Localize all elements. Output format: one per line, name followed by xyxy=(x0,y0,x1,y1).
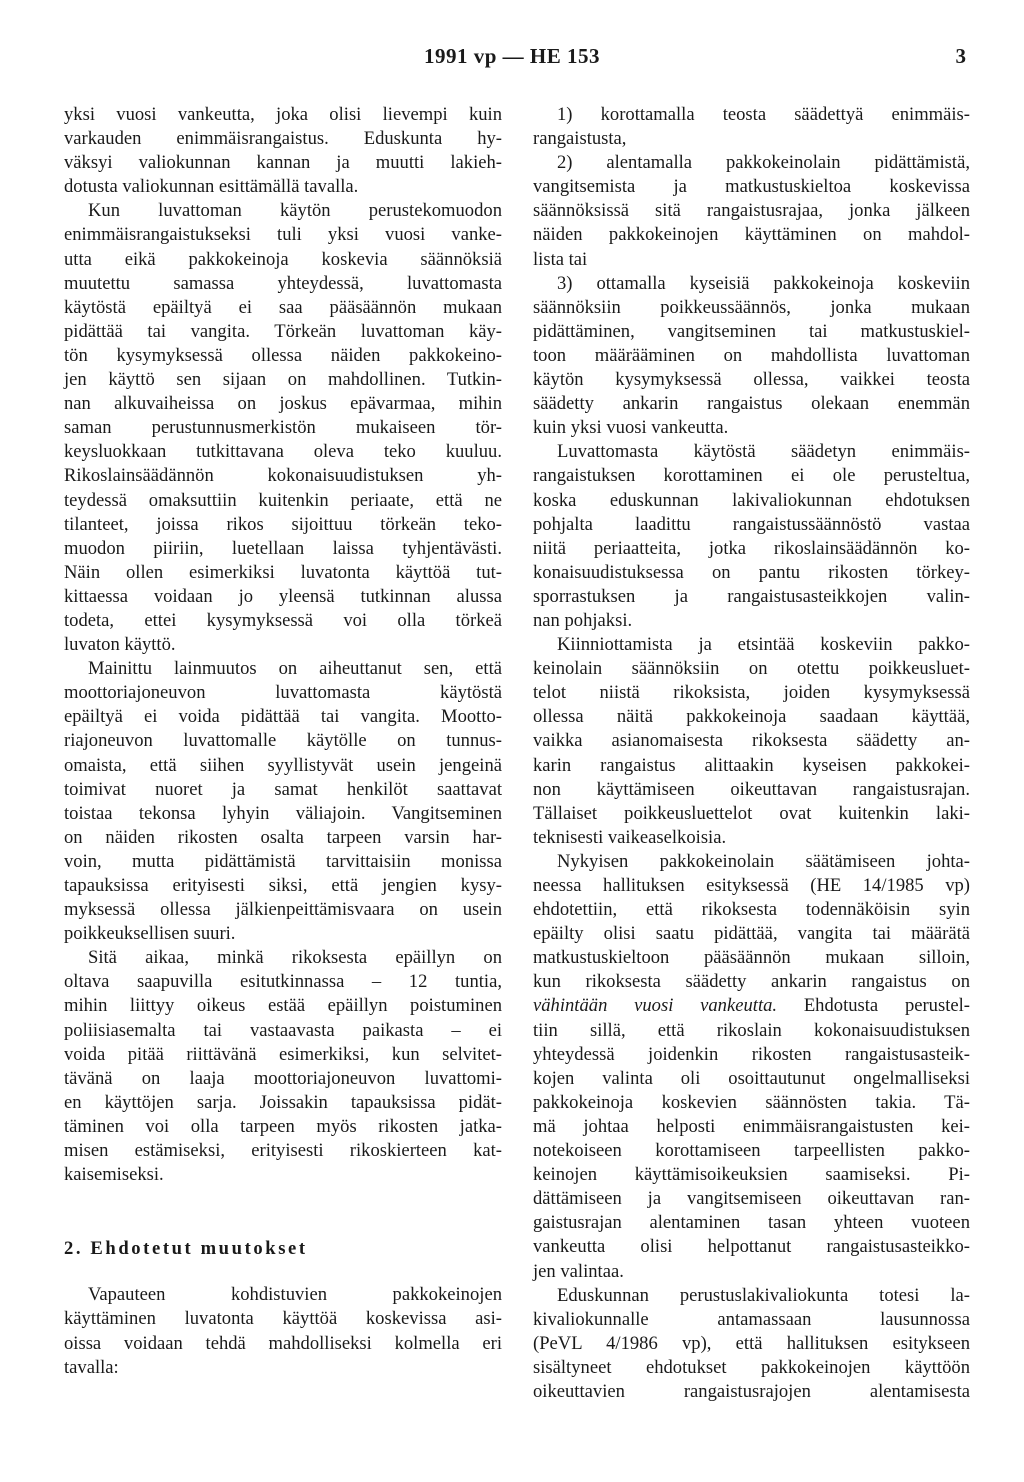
text-line xyxy=(533,994,970,1018)
text-line: omaista, että siihen syyllistyvät usein jengeinä xyxy=(64,754,502,776)
text-line: nan pohjaksi. xyxy=(533,609,633,631)
text-line: enimmäisrangaistukseksi tuli yksi vuosi vanke- xyxy=(64,224,502,246)
text-line: telot niistä rikoksista, joiden kysymyksessä xyxy=(533,682,970,704)
text-line: riajoneuvon luvattomalle käytölle on tunnus- xyxy=(64,730,502,752)
list-item xyxy=(533,103,970,151)
text-line: tilanteet, joissa rikos sijoittuu törkeän teko- xyxy=(64,513,502,535)
text-line: epäiltyä ei voida pidättää tai vangita. Mootto- xyxy=(64,706,502,728)
text-line: käytön kysymyksessä ollessa, vaikkei teosta xyxy=(533,369,970,391)
text-line: muutettu samassa yhteydessä, luvattomasta xyxy=(64,272,502,294)
text-line: poliisiasemalta tai vastaavasta paikasta – ei xyxy=(64,1019,502,1041)
text-line: näiden pakkokeinojen käyttäminen on mahdol- xyxy=(533,224,970,246)
text-span: Ehdotusta perustel- xyxy=(777,995,970,1017)
text-line: Näin ollen esimerkiksi luvatonta käyttöä tut- xyxy=(64,561,502,583)
text-line: keinolain säännöksiin on otettu poikkeusluet- xyxy=(533,658,970,680)
text-line: oissa voidaan tehdä mahdolliseksi kolmella eri xyxy=(64,1332,502,1354)
document-title: 1991 vp — HE 153 xyxy=(423,44,601,68)
text-line: Kun luvattoman käytön perustekomuodon xyxy=(88,200,502,222)
text-line: keinojen käyttämisoikeuksien saamiseksi. Pi- xyxy=(533,1164,970,1186)
text-line: ollessa näitä pakkokeinoja saadaan käyttää, xyxy=(533,706,970,728)
text-line: misen estämiseksi, erityisesti rikoskierteen kat- xyxy=(64,1140,502,1162)
text-line: sporrastuksen ja rangaistusasteikkojen valin- xyxy=(533,585,970,607)
text-line: kivaliokunnalle antamassaan lausunnossa xyxy=(533,1308,970,1330)
text-line: Luvattomasta käytöstä säädetyn enimmäis- xyxy=(557,441,970,463)
text-line: dotusta valiokunnan esittämällä tavalla. xyxy=(64,176,359,198)
paragraph xyxy=(533,440,970,633)
paragraph-part xyxy=(533,850,970,995)
page-number: 3 xyxy=(955,44,966,68)
text-line: myksessä ollessa jälkienpeittämisvaara on usein xyxy=(64,899,502,921)
text-line: utta eikä pakkokeinoja koskevia säännöksiä xyxy=(64,248,502,270)
text-line: jen valintaa. xyxy=(533,1260,624,1282)
text-line: tapauksissa erityisesti siksi, että jengien kysy- xyxy=(64,875,502,896)
text-line: Rikoslainsäädännön kokonaisuudistuksen yh- xyxy=(64,465,502,487)
text-line: toon määrääminen on mahdollista luvattoman xyxy=(533,344,970,366)
paragraph xyxy=(533,850,970,1284)
list-item xyxy=(533,272,970,441)
text-line: yksi vuosi vankeutta, joka olisi lievempi kuin xyxy=(64,104,502,125)
paragraph xyxy=(64,199,502,657)
text-line: kojen valinta oli osoittautunut ongelmalliseksi xyxy=(533,1067,970,1089)
text-line: jen käyttö sen sijaan on mahdollinen. Tutkin- xyxy=(64,369,502,391)
text-line: Vapauteen kohdistuvien pakkokeinojen xyxy=(88,1284,502,1306)
text-line: kun rikoksesta säädetty ankarin rangaistus on xyxy=(533,971,970,993)
text-line: oltava saapuvilla esitutkinnassa – 12 tuntia, xyxy=(64,971,502,993)
right-column xyxy=(533,103,970,1404)
text-line: vaikka asianomaisesta rikoksesta säädetty an- xyxy=(533,730,970,752)
text-line: täminen voi olla tarpeen myös rikosten jatka- xyxy=(64,1115,502,1137)
text-line: pidättää tai vangita. Törkeän luvattoman käy- xyxy=(64,320,502,342)
text-line: todeta, ettei kysymyksessä voi olla törkeä xyxy=(64,609,502,631)
text-line: pidättäminen, vangitseminen tai matkustuskiel- xyxy=(533,320,970,342)
text-line: kuin yksi vuosi vankeutta. xyxy=(533,417,729,439)
text-line: rangaistusta, xyxy=(533,128,627,150)
text-line: pohjalta laadittu rangaistussäännöstö vastaa xyxy=(533,513,970,535)
text-line: neessa hallituksen esityksessä (HE 14/1985 vp) xyxy=(533,875,970,896)
text-line: poikkeuksellisen suuri. xyxy=(64,923,236,945)
text-line: käytöstä epäiltyä ei saa pääsäännön mukaan xyxy=(64,296,502,318)
emphasis: vähintään vuosi vankeutta. xyxy=(533,995,778,1017)
text-line: Tällaiset poikkeusluettelot ovat kuitenkin laki- xyxy=(533,802,970,824)
text-line: kaisemiseksi. xyxy=(64,1164,164,1186)
text-line: tiin sillä, että rikoslain kokonaisuudistuksen xyxy=(533,1019,970,1041)
text-line: toimivat nuoret ja samat henkilöt saattavat xyxy=(64,778,502,800)
text-line: niitä periaatteita, jotka rikoslainsäädännön ko- xyxy=(533,537,970,559)
text-line: tävänä on laaja moottoriajoneuvon luvattomi- xyxy=(64,1067,502,1089)
section-heading: 2. Ehdotetut muutokset xyxy=(64,1238,308,1260)
text-line: yhteydessä joidenkin rikosten rangaistusasteik- xyxy=(533,1043,970,1065)
text-line: voida pitää riittävänä esimerkiksi, kun selvitet- xyxy=(64,1043,502,1065)
text-line: karin rangaistus alittaakin kyseisen pakkokei- xyxy=(533,754,970,776)
text-line: teknisesti vaikeaselkoisia. xyxy=(533,826,727,848)
paragraph xyxy=(533,1284,970,1404)
text-line: 1) korottamalla teosta säädettyä enimmäis- xyxy=(557,104,970,125)
text-line: ehdotettiin, että rikoksesta todennäköisin syin xyxy=(533,899,970,921)
text-line: vankeutta olisi helpottanut rangaistusasteikko- xyxy=(533,1236,970,1258)
text-line: nan alkuvaiheissa on joskus epävarmaa, mihin xyxy=(64,393,502,415)
text-line: Eduskunnan perustuslakivaliokunta totesi la- xyxy=(557,1284,970,1306)
text-line: Kiinniottamista ja etsintää koskeviin pakko- xyxy=(557,634,970,656)
paragraph xyxy=(64,103,502,199)
text-line: tavalla: xyxy=(64,1356,119,1378)
text-line: gaistusrajan alentaminen tasan yhteen vuoteen xyxy=(533,1212,970,1234)
text-line: non käyttämiseen oikeuttavan rangaistusrajan. xyxy=(533,778,970,800)
text-line: luvaton käyttö. xyxy=(64,634,176,656)
text-line: varkauden enimmäisrangaistus. Eduskunta hy- xyxy=(64,128,502,150)
text-line: Sitä aikaa, minkä rikoksesta epäillyn on xyxy=(88,947,502,969)
text-line: matkustuskieltoon pääsäännön mukaan silloin, xyxy=(533,947,970,969)
text-line: pakkokeinoja koskevien säännösten takia. Tä- xyxy=(533,1091,970,1113)
text-line: säännöksiin poikkeussäännös, jonka mukaan xyxy=(533,296,970,318)
text-line: dättämiseen ja vangitsemiseen oikeuttavan ran- xyxy=(533,1188,970,1210)
text-line: epäilty olisi saatu pidättää, vangita tai määrätä xyxy=(533,923,970,945)
text-line: rangaistuksen korottaminen ei ole perusteltua, xyxy=(533,465,970,487)
text-line: Mainittu lainmuutos on aiheuttanut sen, että xyxy=(88,658,502,680)
text-line: 3) ottamalla kyseisiä pakkokeinoja koskeviin xyxy=(557,272,970,294)
text-line: voin, mutta pidättämistä tarvittaisiin monissa xyxy=(64,850,502,872)
text-line: konaisuudistuksessa on pantu rikosten törkey- xyxy=(533,561,970,583)
text-line: väksyi valiokunnan kannan ja muutti lakieh- xyxy=(64,152,502,174)
page-header xyxy=(0,44,1024,76)
text-line: sisältyneet ehdotukset pakkokeinojen käyttöön xyxy=(533,1356,970,1378)
text-line: oikeuttavien rangaistusrajojen alentamisesta xyxy=(533,1380,970,1402)
text-line: saman perustunnusmerkistön mukaiseen tör- xyxy=(64,417,502,439)
paragraph xyxy=(533,633,970,850)
paragraph xyxy=(64,946,502,1187)
text-line: säädetty ankarin rangaistus olekaan enemmän xyxy=(533,393,970,415)
text-line: tön kysymyksessä ollessa näiden pakkokeino- xyxy=(64,344,502,366)
text-line: moottoriajoneuvon luvattomasta käytöstä xyxy=(64,682,502,704)
paragraph-part xyxy=(533,1019,970,1284)
text-line: (PeVL 4/1986 vp), että hallituksen esitykseen xyxy=(533,1332,970,1354)
text-line: säännöksissä sitä rangaistusrajaa, jonka jälkeen xyxy=(533,200,970,222)
left-column xyxy=(64,103,502,1380)
text-line: lista tai xyxy=(533,248,588,270)
text-line: teydessä omaksuttiin kuitenkin periaate, että ne xyxy=(64,489,502,511)
text-line: on näiden rikosten osalta tarpeen varsin har- xyxy=(64,826,502,848)
paragraph xyxy=(64,657,502,946)
text-line: mä johtaa helposti enimmäisrangaistusten kei- xyxy=(533,1115,970,1137)
text-line: notekoiseen korottamiseen tarpeellisten pakko- xyxy=(533,1140,970,1162)
text-line: 2) alentamalla pakkokeinolain pidättämistä, xyxy=(557,152,970,174)
text-line: mihin liittyy oikeus estää epäillyn poistuminen xyxy=(64,995,502,1017)
list-item xyxy=(533,151,970,271)
text-line: en käyttöjen sarja. Joissakin tapauksissa pidät- xyxy=(64,1091,502,1113)
paragraph xyxy=(64,1283,502,1379)
text-line: koska eduskunnan lakivaliokunnan ehdotuksen xyxy=(533,489,970,511)
text-line: keysluokkaan tutkittavana oleva teko kuuluu. xyxy=(64,441,502,463)
text-line: muodon piiriin, luetellaan laissa tyhjentävästi. xyxy=(64,537,502,559)
text-line: kittaessa voidaan jo yleensä tutkinnan alussa xyxy=(64,585,502,607)
text-line: Nykyisen pakkokeinolain säätämiseen johta- xyxy=(557,850,970,872)
text-line: käyttäminen luvatonta käyttöä koskevissa asi- xyxy=(64,1308,502,1330)
text-line: vangitsemista ja matkustuskieltoa koskevissa xyxy=(533,176,970,198)
text-line: toistaa tekonsa lyhyin väliajoin. Vangitseminen xyxy=(64,802,502,824)
